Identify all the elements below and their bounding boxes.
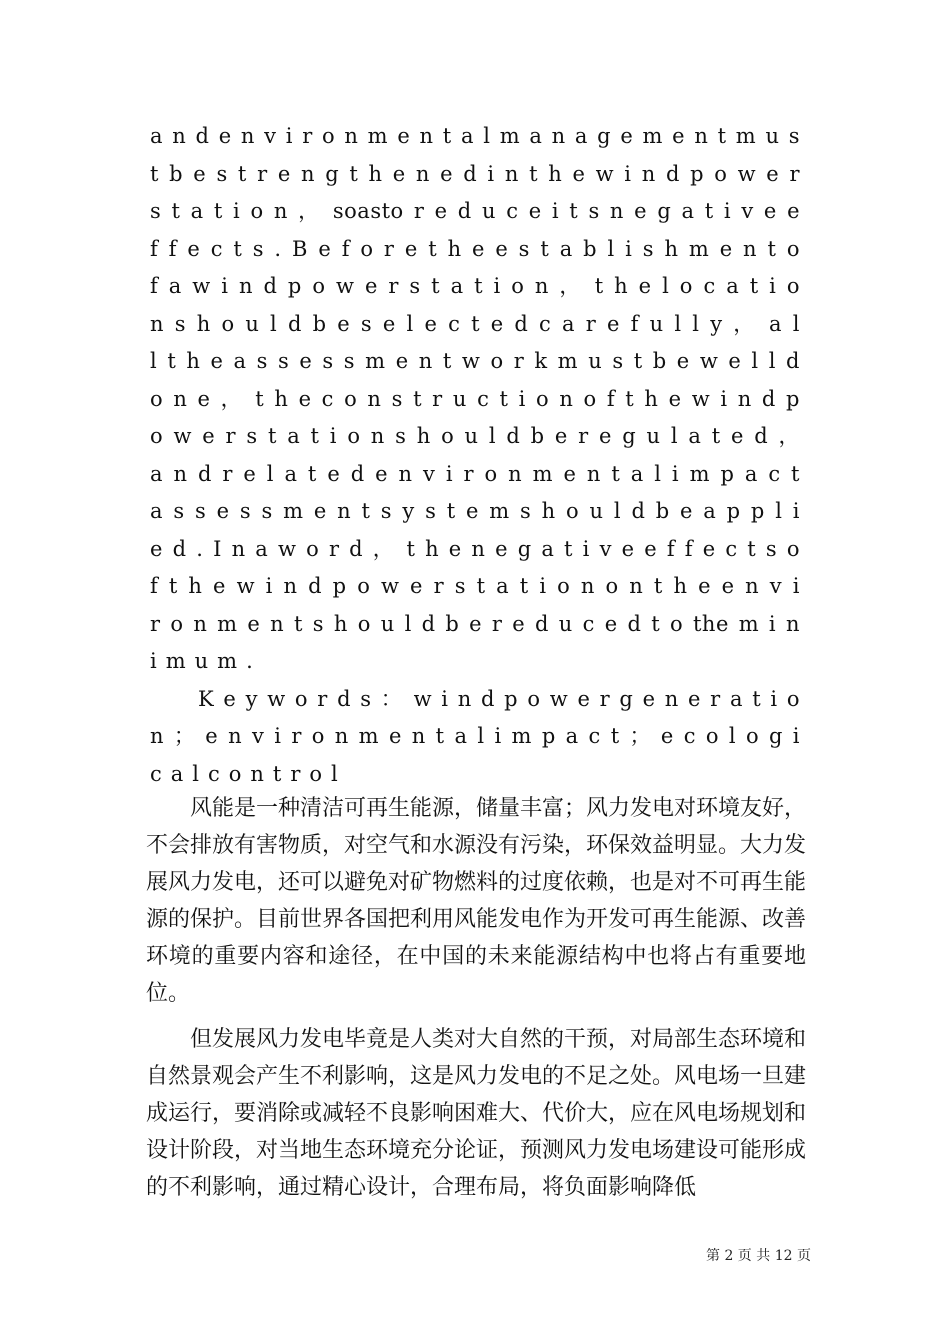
- abstract-line: f a w i n d p o w e r s t a t i o n ， t h e l o c a t i o: [150, 274, 800, 298]
- keywords-line: n ； e n v i r o n m e n t a l i m p a c t ； e c o l o g i: [150, 724, 800, 748]
- abstract-line: e d . I n a w o r d ， t h e n e g a t i v e e f f e c t s o: [150, 536, 800, 561]
- abstract-line: t b e s t r e n g t h e n e d i n t h e w i n d p o w e r: [150, 161, 800, 186]
- english-abstract: [150, 118, 800, 793]
- abstract-line: a n d e n v i r o n m e n t a l m a n a g e m e n t m u s: [150, 124, 800, 148]
- abstract-line: a n d r e l a t e d e n v i r o n m e n t a l i m p a c t: [150, 461, 800, 486]
- body-paragraph: 但发展风力发电毕竟是人类对大自然的干预，对局部生态环境和自然景观会产生不利影响，这是风力发电的不足之处。风电场一旦建成运行，要消除或减轻不良影响困难大、代价大，应在风电场规划和设计阶段，对当地生态环境充分论证，预测风力发电场建设可能形成的不利影响，通过精心设计，合理布局，将负面影响降低: [146, 1027, 807, 1200]
- abstract-line: l t h e a s s e s s m e n t w o r k m u s t b e w e l l d: [150, 349, 800, 373]
- abstract-line: n s h o u l d b e s e l e c t e d c a r e f u l l y ， a l: [150, 311, 800, 336]
- chinese-body: [146, 790, 806, 1206]
- abstract-line: o n e ， t h e c o n s t r u c t i o n o f t h e w i n d p: [150, 386, 800, 411]
- abstract-line: f f e c t s . B e f o r e t h e e s t a b l i s h m e n t o: [150, 236, 800, 261]
- body-paragraph: 风能是一种清洁可再生能源，储量丰富；风力发电对环境友好，不会排放有害物质，对空气和水源没有污染，环保效益明显。大力发展风力发电，还可以避免对矿物燃料的过度依赖，也是对不可再生能源的保护。目前世界各国把利用风能发电作为开发可再生能源、改善环境的重要内容和途径，在中国的未来能源结构中也将占有重要地位。: [146, 796, 807, 1006]
- abstract-line: f t h e w i n d p o w e r s t a t i o n o n t h e e n v i: [150, 574, 800, 598]
- page-number: 第 2 页 共 12 页: [706, 1248, 811, 1264]
- keywords-line: calcontrol: [150, 761, 347, 786]
- abstract-line: o w e r s t a t i o n s h o u l d b e r e g u l a t e d ，: [150, 424, 800, 448]
- abstract-line: imum.: [150, 649, 262, 673]
- abstract-line: r o n m e n t s h o u l d b e r e d u c e d t o the m i n: [150, 611, 800, 636]
- abstract-line: s t a t i o n ， soasto r e d u c e i t s n e g a t i v e e: [150, 199, 800, 223]
- keywords-line: K e y w o r d s ： w i n d p o w e r g e n e r a t i o: [198, 686, 800, 711]
- abstract-line: a s s e s s m e n t s y s t e m s h o u l d b e a p p l i: [150, 499, 800, 523]
